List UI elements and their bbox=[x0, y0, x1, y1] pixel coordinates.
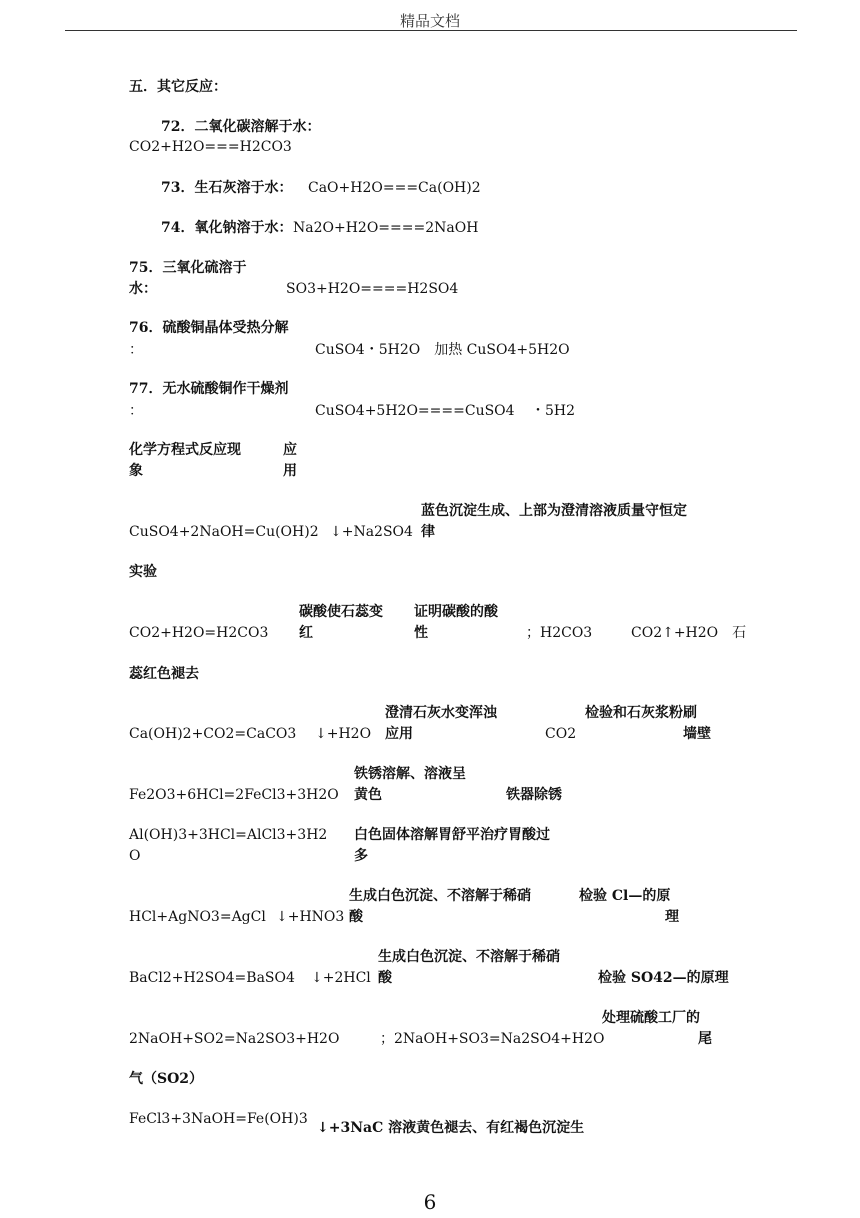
row7-equation: BaCl2+H2SO4=BaSO4 bbox=[129, 970, 295, 986]
row1-phenomenon: 蓝色沉淀生成、上部为澄清溶液质量守恒定 bbox=[421, 503, 687, 519]
reaction-77-equation-tail: ・5H2 bbox=[531, 403, 576, 419]
reaction-74-label: 74．氧化钠溶于水： bbox=[161, 220, 293, 236]
row3-phenomenon: 澄清石灰水变浑浊 bbox=[385, 705, 497, 721]
row5-equation-cont: O bbox=[129, 848, 141, 864]
row2-phenomenon: 碳酸使石蕊变 bbox=[299, 604, 383, 620]
reaction-74-equation: Na2O+H2O====2NaOH bbox=[293, 220, 479, 236]
header-divider bbox=[65, 30, 797, 31]
row3-use: 检验和石灰浆粉刷 bbox=[585, 705, 697, 721]
row8-equation: 2NaOH+SO2=Na2SO3+H2O bbox=[129, 1031, 340, 1047]
reaction-75-equation: SO3+H2O====H2SO4 bbox=[286, 281, 459, 297]
row2-use: 证明碳酸的酸 bbox=[414, 604, 498, 620]
row7-phenomenon: 生成白色沉淀、不溶解于稀硝 bbox=[378, 949, 560, 965]
row4-phenomenon: 铁锈溶解、溶液呈 bbox=[354, 766, 466, 782]
row7-equation-arrow: ↓+2HCl bbox=[311, 970, 371, 986]
row5-phenomenon-cont: 多 bbox=[354, 848, 368, 864]
row6-phenomenon: 生成白色沉淀、不溶解于稀硝 bbox=[349, 888, 531, 904]
row8-equation-2: ；2NaOH+SO3=Na2SO4+H2O bbox=[380, 1031, 605, 1047]
row9-equation: FeCl3+3NaOH=Fe(OH)3 bbox=[129, 1111, 308, 1127]
section-title: 五．其它反应： bbox=[129, 79, 227, 95]
row6-equation: HCl+AgNO3=AgCl bbox=[129, 909, 266, 925]
row2-phenomenon-cont: 红 bbox=[299, 625, 313, 641]
row3-phenomenon-cont: 应用 bbox=[385, 726, 413, 742]
row1-equation-arrow: ↓+Na2SO4 bbox=[330, 524, 413, 540]
row2-equation-2: ；H2CO3 bbox=[526, 625, 593, 641]
row8-tail: 气（SO2） bbox=[129, 1071, 204, 1087]
reaction-73-label: 73．生石灰溶于水： bbox=[161, 180, 293, 196]
row1-phenomenon-cont: 律 bbox=[421, 524, 435, 540]
row8-use: 处理硫酸工厂的 bbox=[602, 1010, 700, 1026]
row1-equation: CuSO4+2NaOH=Cu(OH)2 bbox=[129, 524, 319, 540]
table-header-col2: 应 bbox=[283, 442, 297, 458]
page-header-title: 精品文档 bbox=[399, 12, 460, 30]
reaction-76-colon: ： bbox=[129, 342, 143, 358]
row4-phenomenon-cont: 黄色 bbox=[354, 787, 382, 803]
row6-equation-arrow: ↓+HNO3 bbox=[276, 909, 345, 925]
row2-tail: 蕊红色褪去 bbox=[129, 666, 199, 682]
row6-use-cont: 理 bbox=[665, 909, 679, 925]
reaction-77-colon: ： bbox=[129, 403, 143, 419]
reaction-72-equation: CO2+H2O===H2CO3 bbox=[129, 139, 292, 155]
row5-equation: Al(OH)3+3HCl=AlCl3+3H2 bbox=[129, 827, 328, 843]
row2-equation-3: CO2↑+H2O 石 bbox=[631, 625, 747, 641]
table-header-col1-cont: 象 bbox=[129, 463, 143, 479]
reaction-76-equation: CuSO4・5H2O 加热 CuSO4+5H2O bbox=[315, 342, 570, 358]
page-number: 6 bbox=[423, 1190, 437, 1214]
row6-phenomenon-cont: 酸 bbox=[349, 909, 363, 925]
row3-use-cont-2: 墙壁 bbox=[683, 726, 711, 742]
table-header-col1: 化学方程式反应现 bbox=[129, 442, 241, 458]
row9-equation-cont: ↓+3NaC 溶液黄色褪去、有红褐色沉淀生 bbox=[317, 1120, 585, 1136]
row3-equation: Ca(OH)2+CO2=CaCO3 bbox=[129, 726, 297, 742]
row4-use: 铁器除锈 bbox=[506, 787, 562, 803]
row1-tail: 实验 bbox=[129, 564, 157, 580]
row2-use-cont: 性 bbox=[414, 625, 428, 641]
reaction-76-label: 76．硫酸铜晶体受热分解 bbox=[129, 320, 289, 336]
row8-use-cont: 尾 bbox=[698, 1031, 712, 1047]
row7-use: 检验 SO42—的原理 bbox=[598, 970, 729, 986]
row6-use: 检验 Cl—的原 bbox=[579, 888, 671, 904]
row5-phenomenon: 白色固体溶解胃舒平治疗胃酸过 bbox=[354, 827, 550, 843]
row3-use-cont: CO2 bbox=[545, 726, 577, 742]
reaction-77-label: 77．无水硫酸铜作干燥剂 bbox=[129, 381, 289, 397]
reaction-73-equation: CaO+H2O===Ca(OH)2 bbox=[308, 180, 481, 196]
reaction-72-label: 72．二氧化碳溶解于水： bbox=[161, 119, 321, 135]
row7-phenomenon-cont: 酸 bbox=[378, 970, 392, 986]
row4-equation: Fe2O3+6HCl=2FeCl3+3H2O bbox=[129, 787, 339, 803]
reaction-77-equation: CuSO4+5H2O====CuSO4 bbox=[315, 403, 515, 419]
table-header-col2-cont: 用 bbox=[283, 463, 297, 479]
row2-equation: CO2+H2O=H2CO3 bbox=[129, 625, 269, 641]
reaction-75-label-cont: 水： bbox=[129, 281, 157, 297]
row3-equation-arrow: ↓+H2O bbox=[315, 726, 372, 742]
reaction-75-label: 75．三氧化硫溶于 bbox=[129, 260, 247, 276]
